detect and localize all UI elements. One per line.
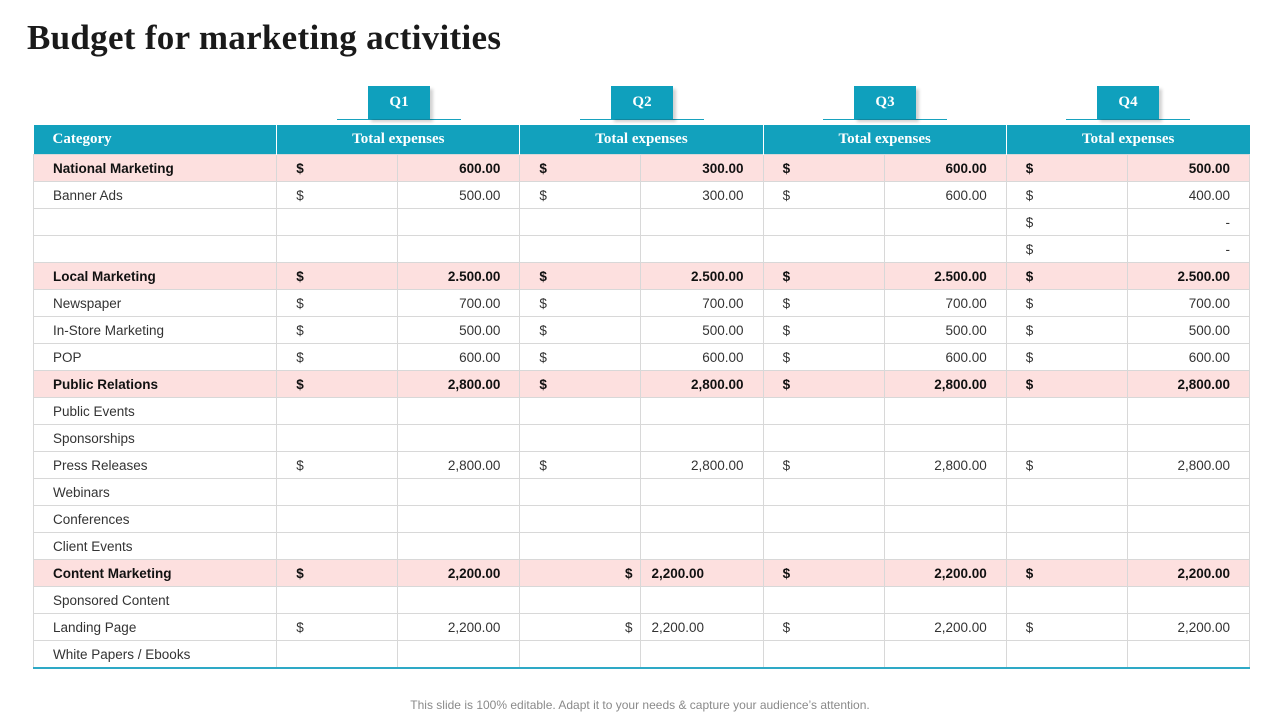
amount-cell: 2,800.00 [884,452,1006,479]
currency-cell: $ [763,344,884,371]
currency-cell [277,533,398,560]
category-cell: Public Relations [34,371,277,398]
currency-cell [763,641,884,669]
category-cell: National Marketing [34,155,277,182]
amount-cell: 2,200.00 [641,614,763,641]
currency-cell [277,236,398,263]
currency-cell [763,506,884,533]
amount-cell: 700.00 [884,290,1006,317]
currency-cell [763,479,884,506]
currency-cell: $ [1006,290,1127,317]
currency-cell [520,425,641,452]
amount-cell: 2,800.00 [884,371,1006,398]
amount-cell [1127,506,1249,533]
currency-cell [277,398,398,425]
amount-cell: 300.00 [641,155,763,182]
currency-cell [277,425,398,452]
amount-cell [398,425,520,452]
amount-cell: 2,200.00 [398,560,520,587]
currency-cell [520,641,641,669]
amount-cell: 2,800.00 [398,371,520,398]
category-cell: White Papers / Ebooks [34,641,277,669]
amount-cell: 600.00 [398,155,520,182]
q4-expenses-header: Total expenses [1006,125,1249,155]
amount-cell: 2,800.00 [1127,371,1249,398]
table-header-row [34,125,1250,155]
amount-cell [398,479,520,506]
amount-cell: 300.00 [641,182,763,209]
currency-cell: $ [277,155,398,182]
amount-cell: 600.00 [398,344,520,371]
category-cell: Sponsorships [34,425,277,452]
currency-cell: $ [1006,614,1127,641]
quarter-label: Q2 [611,86,673,119]
table-row [34,614,1250,641]
q3-expenses-header: Total expenses [763,125,1006,155]
currency-cell: $ [277,182,398,209]
currency-cell [520,398,641,425]
table-row [34,344,1250,371]
currency-cell: $ [763,182,884,209]
amount-cell: 2,200.00 [641,560,763,587]
amount-cell [641,587,763,614]
currency-cell [1006,506,1127,533]
amount-cell [641,236,763,263]
amount-cell [641,641,763,669]
amount-cell [884,533,1006,560]
amount-cell [884,641,1006,669]
category-cell [34,236,277,263]
amount-cell: 500.00 [398,182,520,209]
currency-cell: $ [277,614,398,641]
table-row [34,317,1250,344]
category-cell: Banner Ads [34,182,277,209]
amount-cell: 600.00 [1127,344,1249,371]
currency-cell: $ [763,155,884,182]
amount-cell [398,641,520,669]
budget-table [33,125,1250,669]
currency-cell [277,587,398,614]
currency-cell [1006,641,1127,669]
amount-cell: 2.500.00 [641,263,763,290]
quarter-label: Q3 [854,86,916,119]
category-cell: Webinars [34,479,277,506]
amount-cell [641,506,763,533]
table-body [34,155,1250,669]
table-row [34,236,1250,263]
currency-cell [763,398,884,425]
category-cell: Press Releases [34,452,277,479]
currency-cell [1006,587,1127,614]
amount-cell [884,587,1006,614]
table-row [34,452,1250,479]
table-row [34,533,1250,560]
section-row [34,263,1250,290]
currency-cell: $ [277,290,398,317]
category-cell: Client Events [34,533,277,560]
amount-cell [1127,587,1249,614]
currency-cell: $ [277,344,398,371]
currency-cell: $ [1006,344,1127,371]
table-row [34,587,1250,614]
tab-underline [823,119,947,120]
amount-cell: 2,800.00 [641,452,763,479]
amount-cell [641,533,763,560]
currency-cell: $ [520,344,641,371]
currency-cell: $ [1006,236,1127,263]
amount-cell [884,236,1006,263]
currency-cell [1006,533,1127,560]
amount-cell [1127,479,1249,506]
table-row [34,209,1250,236]
amount-cell [1127,533,1249,560]
amount-cell: 700.00 [398,290,520,317]
amount-cell: 600.00 [884,182,1006,209]
currency-cell: $ [1006,263,1127,290]
currency-cell: $ [277,560,398,587]
currency-cell: $ [1006,452,1127,479]
currency-cell [520,479,641,506]
currency-cell [520,506,641,533]
amount-cell: 400.00 [1127,182,1249,209]
amount-cell [884,425,1006,452]
amount-cell: 2.500.00 [398,263,520,290]
amount-cell: 600.00 [884,344,1006,371]
currency-cell [763,425,884,452]
currency-cell [763,209,884,236]
tab-underline [337,119,461,120]
quarter-tab-q2 [580,86,704,120]
section-row [34,560,1250,587]
currency-cell [520,533,641,560]
amount-cell: 2,800.00 [398,452,520,479]
category-cell: Conferences [34,506,277,533]
currency-cell: $ [520,452,641,479]
table-row [34,506,1250,533]
amount-cell [1127,398,1249,425]
amount-cell: - [1127,236,1249,263]
currency-cell: $ [1006,317,1127,344]
amount-cell: 2,200.00 [398,614,520,641]
amount-cell [398,398,520,425]
section-row [34,155,1250,182]
currency-cell [763,533,884,560]
category-cell: Landing Page [34,614,277,641]
amount-cell [641,398,763,425]
currency-cell: $ [763,290,884,317]
amount-cell: 700.00 [641,290,763,317]
currency-cell [277,209,398,236]
currency-cell [1006,425,1127,452]
tab-underline [580,119,704,120]
amount-cell: - [1127,209,1249,236]
amount-cell [1127,425,1249,452]
currency-cell: $ [763,452,884,479]
currency-cell: $ [520,290,641,317]
amount-cell [884,398,1006,425]
table-row [34,479,1250,506]
currency-cell: $ [763,317,884,344]
currency-cell: $ [1006,209,1127,236]
amount-cell: 500.00 [641,317,763,344]
category-cell [34,209,277,236]
currency-cell: $ [763,263,884,290]
amount-cell: 2,200.00 [884,614,1006,641]
quarter-tab-q1 [337,86,461,120]
amount-cell: 700.00 [1127,290,1249,317]
quarter-label: Q1 [368,86,430,119]
amount-cell: 500.00 [1127,155,1249,182]
table-row [34,425,1250,452]
q2-expenses-header: Total expenses [520,125,763,155]
category-cell: Newspaper [34,290,277,317]
currency-cell [520,236,641,263]
section-row [34,371,1250,398]
currency-cell: $ [1006,182,1127,209]
table-row [34,641,1250,669]
currency-cell: $ [1006,155,1127,182]
table-row [34,398,1250,425]
amount-cell [884,209,1006,236]
currency-cell: $ [1006,371,1127,398]
table-row [34,290,1250,317]
currency-cell [763,236,884,263]
amount-cell [1127,641,1249,669]
amount-cell: 2,800.00 [1127,452,1249,479]
category-cell: Sponsored Content [34,587,277,614]
amount-cell: 500.00 [884,317,1006,344]
currency-cell: $ [520,155,641,182]
category-header: Category [34,125,277,155]
footer-note: This slide is 100% editable. Adapt it to your needs & capture your audience’s attention. [410,698,870,712]
currency-cell: $ [763,614,884,641]
quarter-tab-q4 [1066,86,1190,120]
amount-cell [641,425,763,452]
currency-cell: $ [520,560,641,587]
currency-cell: $ [520,263,641,290]
q1-expenses-header: Total expenses [277,125,520,155]
category-cell: In-Store Marketing [34,317,277,344]
amount-cell: 500.00 [1127,317,1249,344]
amount-cell [398,506,520,533]
amount-cell [398,209,520,236]
amount-cell [398,533,520,560]
currency-cell [763,587,884,614]
amount-cell [884,479,1006,506]
currency-cell [277,479,398,506]
currency-cell: $ [277,317,398,344]
category-cell: POP [34,344,277,371]
currency-cell: $ [277,263,398,290]
currency-cell: $ [277,371,398,398]
currency-cell [1006,479,1127,506]
amount-cell: 2.500.00 [884,263,1006,290]
currency-cell [520,587,641,614]
amount-cell: 2,800.00 [641,371,763,398]
currency-cell [277,641,398,669]
table-row [34,182,1250,209]
currency-cell: $ [520,371,641,398]
amount-cell: 2,200.00 [1127,614,1249,641]
tab-underline [1066,119,1190,120]
amount-cell: 2.500.00 [1127,263,1249,290]
amount-cell [398,587,520,614]
category-cell: Content Marketing [34,560,277,587]
currency-cell [1006,398,1127,425]
amount-cell [641,479,763,506]
category-cell: Public Events [34,398,277,425]
currency-cell: $ [520,182,641,209]
currency-cell: $ [520,614,641,641]
amount-cell [641,209,763,236]
quarter-tab-q3 [823,86,947,120]
currency-cell: $ [520,317,641,344]
amount-cell: 2,200.00 [884,560,1006,587]
currency-cell: $ [277,452,398,479]
currency-cell [520,209,641,236]
amount-cell: 2,200.00 [1127,560,1249,587]
currency-cell: $ [763,371,884,398]
currency-cell: $ [1006,560,1127,587]
currency-cell: $ [763,560,884,587]
amount-cell: 500.00 [398,317,520,344]
page-title: Budget for marketing activities [27,18,502,57]
amount-cell [398,236,520,263]
amount-cell: 600.00 [884,155,1006,182]
amount-cell: 600.00 [641,344,763,371]
currency-cell [277,506,398,533]
category-cell: Local Marketing [34,263,277,290]
amount-cell [884,506,1006,533]
quarter-label: Q4 [1097,86,1159,119]
